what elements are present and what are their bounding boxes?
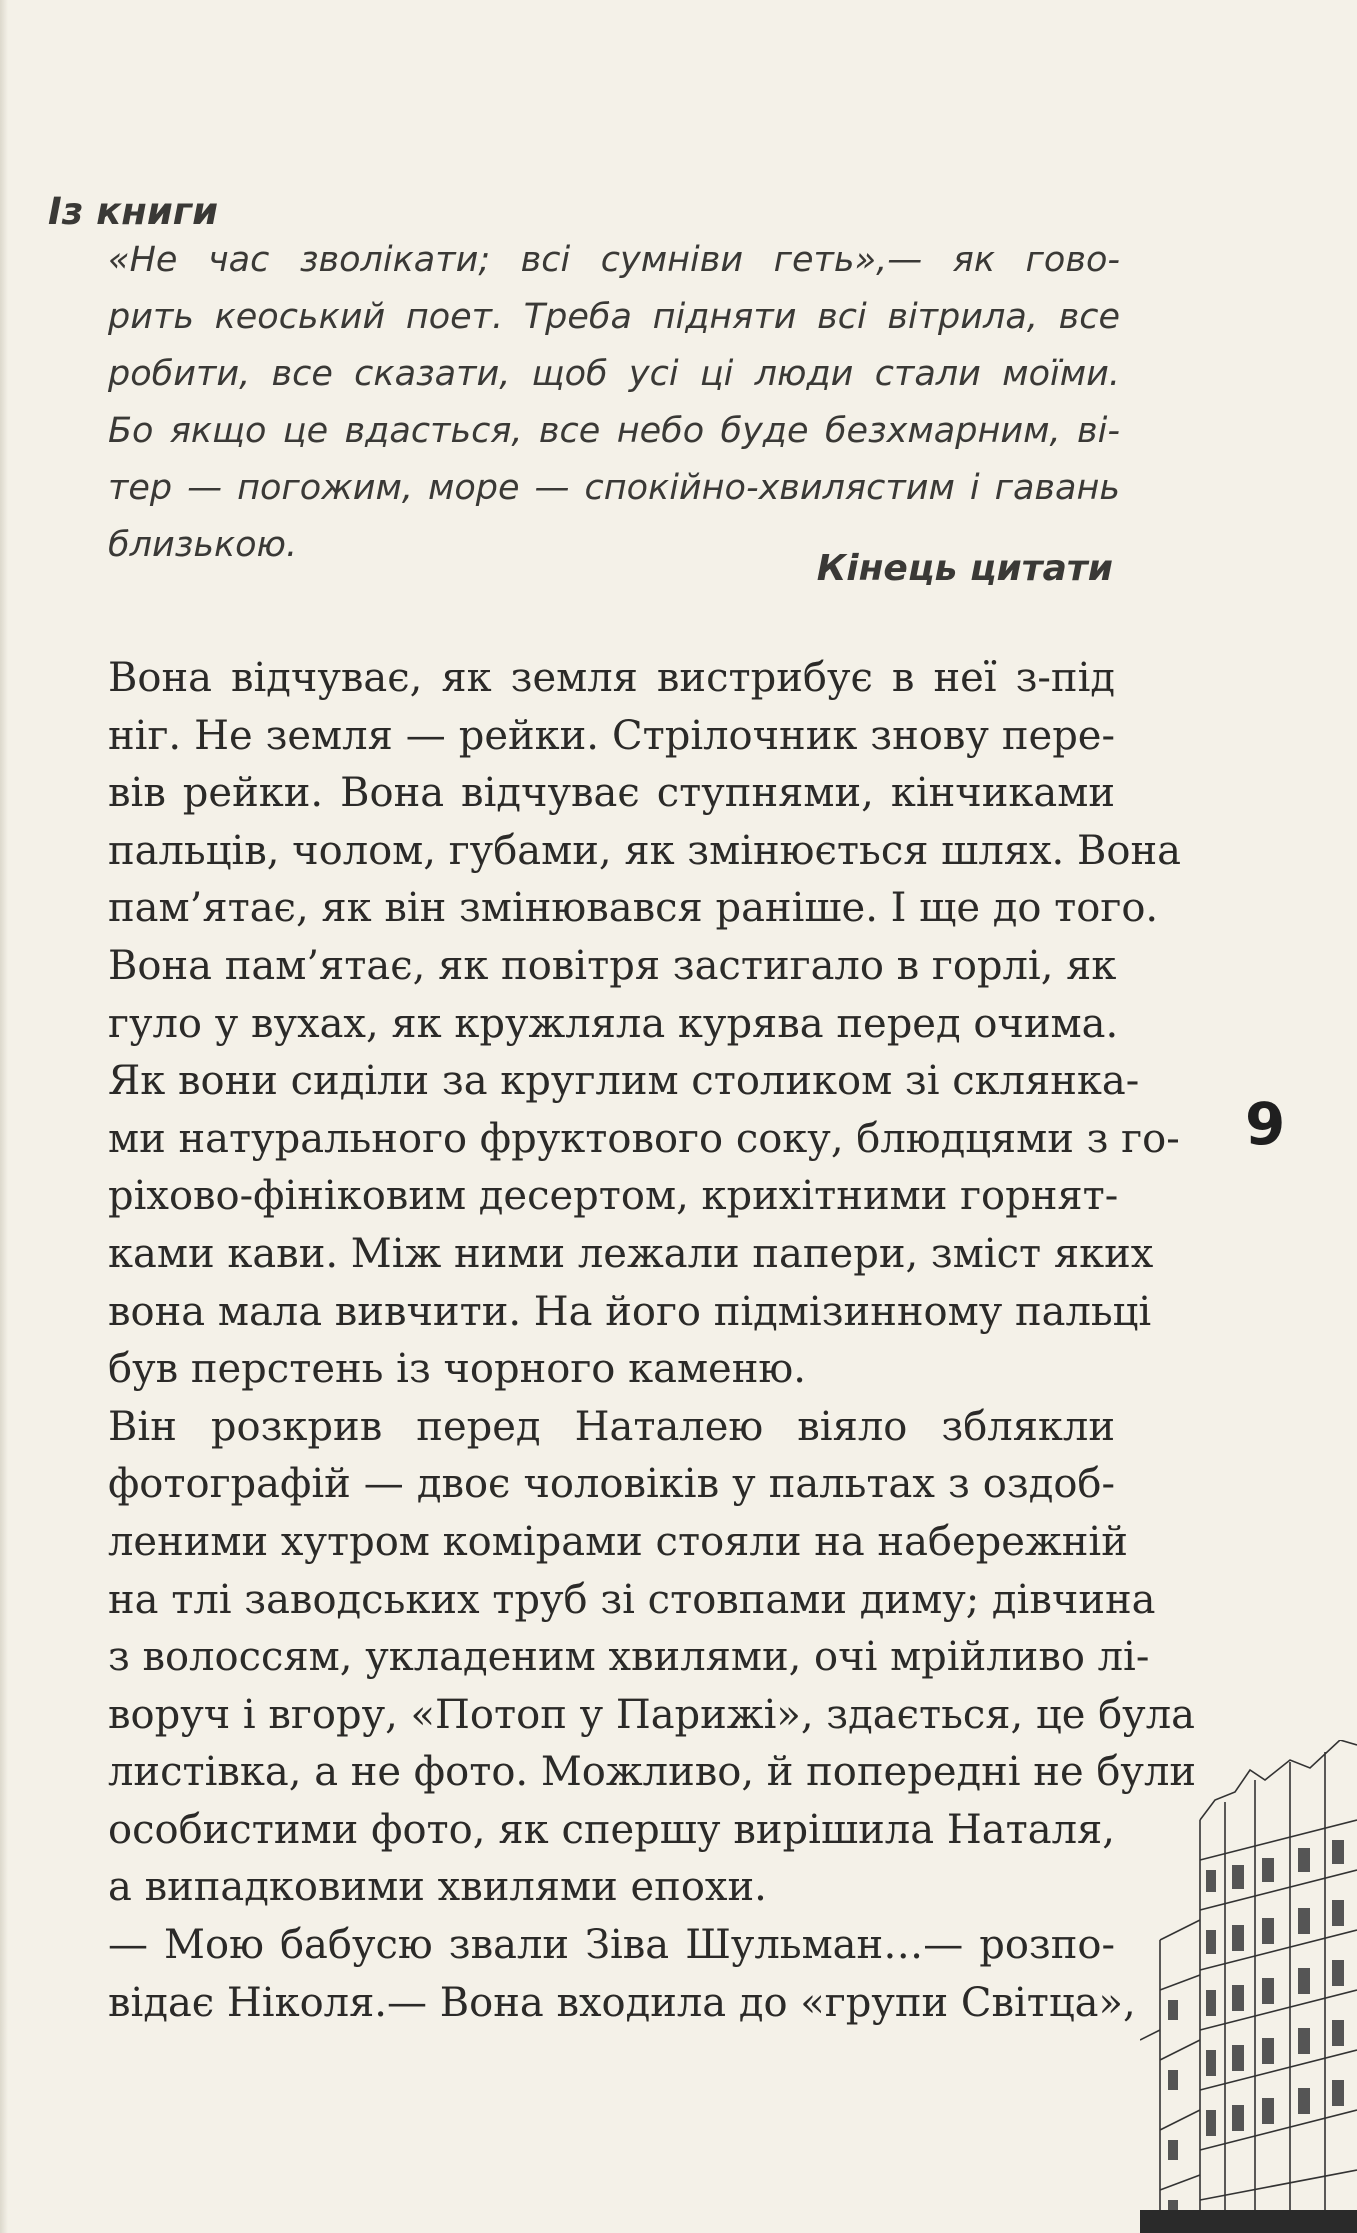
body-line: відає Ніколя.— Вона входила до «групи Світца», <box>108 1979 1136 2026</box>
building-sketch-icon <box>1140 1740 1357 2233</box>
body-line: Вона пам’ятає, як повітря застигало в горлі, як <box>108 942 1117 989</box>
body-line: вона мала вивчити. На його підмізинному пальці <box>108 1288 1152 1335</box>
body-line: воруч і вгору, «Потоп у Парижі», здається, це була <box>108 1691 1195 1738</box>
body-line: особистими фото, як спершу вирішила Наталя, <box>108 1806 1115 1853</box>
quote-line: робити, все сказати, щоб усі ці люди стали моїми. <box>108 354 1120 394</box>
body-line: гуло у вухах, як кружляла курява перед очима. <box>108 1000 1119 1047</box>
quote-end-label: Кінець цитати <box>816 548 1113 589</box>
page-edge-shadow <box>0 0 8 2233</box>
quote-line: близькою. <box>108 525 298 565</box>
body-line: пам’ятає, як він змінювався раніше. І ще до того. <box>108 885 1159 932</box>
body-line: з волоссям, укладеним хвилями, очі мрійливо лі- <box>108 1634 1150 1681</box>
body-line: — Мою бабусю звали Зіва Шульман…— розпо- <box>108 1922 1115 1969</box>
body-line: а випадковими хвилями епохи. <box>108 1864 767 1911</box>
body-line: ками кави. Між ними лежали папери, зміст яких <box>108 1230 1154 1277</box>
body-line: ми натурального фруктового соку, блюдцями з го- <box>108 1115 1180 1162</box>
quote-line: «Не час зволікати; всі сумніви геть»,— як гово- <box>108 240 1120 280</box>
body-line: на тлі заводських труб зі стовпами диму; дівчина <box>108 1576 1156 1623</box>
body-line: пальців, чолом, губами, як змінюється шлях. Вона <box>108 827 1181 874</box>
quote-line: рить кеоський поет. Треба підняти всі вітрила, все <box>108 297 1120 337</box>
body-line: фотографій — двоє чоловіків у пальтах з оздоб- <box>108 1461 1115 1508</box>
quote-block <box>108 232 1120 574</box>
body-line: був перстень із чорного каменю. <box>108 1346 806 1393</box>
body-line: леними хутром комірами стояли на набережній <box>108 1518 1128 1565</box>
body-line: вів рейки. Вона відчуває ступнями, кінчиками <box>108 770 1115 817</box>
body-line: Він розкрив перед Наталею віяло зблякли <box>108 1403 1115 1450</box>
body-line: листівка, а не фото. Можливо, й попередні не були <box>108 1749 1197 1796</box>
body-line: Вона відчуває, як земля вистрибує в неї з-під <box>108 655 1115 701</box>
quote-line: тер — погожим, море — спокійно-хвилястим і гавань <box>108 468 1120 508</box>
quote-line: Бо якщо це вдасться, все небо буде безхмарним, ві- <box>108 411 1120 451</box>
body-text <box>108 650 1197 2032</box>
page-number: 9 <box>1245 1090 1286 1158</box>
body-line: ніг. Не земля — рейки. Стрілочник знову пере- <box>108 712 1115 759</box>
body-line: Як вони сиділи за круглим столиком зі склянка- <box>108 1058 1140 1105</box>
body-line: ріхово-фініковим десертом, крихітними горнят- <box>108 1173 1119 1220</box>
quote-heading: Із книги <box>48 190 219 233</box>
